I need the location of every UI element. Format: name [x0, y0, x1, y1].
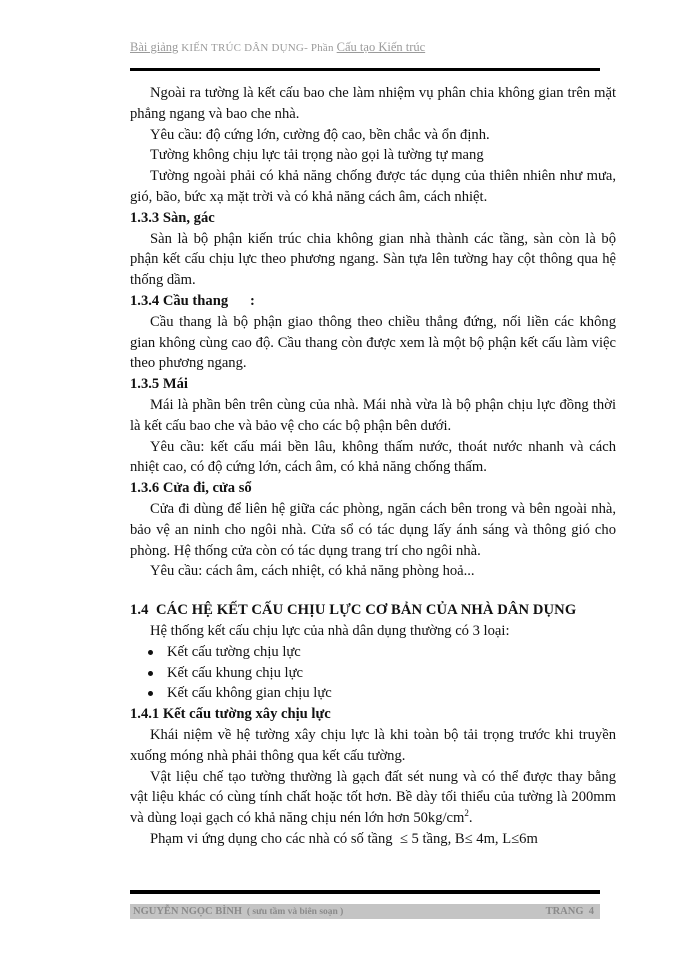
paragraph: Mái là phần bên trên cùng của nhà. Mái nhà vừa là bộ phận chịu lực đồng thời là kết cấu bao che và bảo vệ cho các bộ phận bên dưới.: [130, 396, 616, 434]
paragraph: Cửa đi dùng để liên hệ giữa các phòng, ngăn cách bên trong và bên ngoài nhà, bảo vệ an ninh cho ngôi nhà. Cửa sổ có tác dụng lấy ánh sáng và thông gió cho phòng. Hệ thống cửa còn có tác dụng trang trí cho ngôi nhà.: [130, 500, 616, 559]
page-footer: [130, 904, 600, 919]
paragraph: Tường không chịu lực tải trọng nào gọi là tường tự mang: [150, 147, 484, 164]
section-heading-1-3-6: 1.3.6 Cửa đi, cửa sổ: [130, 480, 252, 497]
paragraph: Vật liệu chế tạo tường thường là gạch đất sét nung và có thể được thay bằng vật liệu khác có cùng tính chất hoặc tốt hơn. Bề dày tối thiểu của tường là 200mm và dùng loại gạch có khả năng chịu nén lớn hơn $50kg/cm^2$.: [130, 768, 616, 827]
header-part-title: Cấu tạo Kiến trúc: [336, 40, 426, 54]
page-number: TRANG 4: [545, 906, 594, 917]
bullet-icon: [148, 691, 153, 696]
header-course-label: Bài giảng: [130, 40, 179, 54]
footer-author: NGUYỄN NGỌC BÌNH: [133, 906, 243, 917]
header-course-title: KIẾN TRÚC DÂN DỤNG- Phần: [178, 42, 337, 54]
bullet-icon: [148, 671, 153, 676]
list-item: Kết cấu không gian chịu lực: [148, 683, 616, 704]
paragraph: Ngoài ra tường là kết cấu bao che làm nhiệm vụ phân chia không gian trên mặt phẳng ngang và bao che nhà.: [130, 85, 616, 122]
superscript: 2: [464, 808, 469, 819]
footer-author-block: [133, 906, 343, 917]
paragraph: Yêu cầu: cách âm, cách nhiệt, có khả năng phòng hoả...: [150, 563, 475, 580]
section-heading-1-4: 1.4 CÁC HỆ KẾT CẤU CHỊU LỰC CƠ BẢN CỦA NHÀ DÂN DỤNG: [130, 602, 577, 619]
bullet-list: [130, 642, 616, 704]
page-body: [130, 83, 616, 850]
header-rule: [130, 68, 600, 71]
paragraph: Khái niệm về hệ tường xây chịu lực là khi toàn bộ tải trọng trước khi truyền xuống móng nhà phải thông qua kết cấu tường.: [130, 726, 616, 764]
bullet-icon: [148, 650, 153, 655]
paragraph: Hệ thống kết cấu chịu lực của nhà dân dụng thường có 3 loại:: [150, 622, 510, 639]
page-header: [130, 40, 600, 55]
section-heading-1-3-4: 1.3.4 Cầu thang :: [130, 292, 255, 309]
paragraph: Tường ngoài phải có khả năng chống được tác dụng của thiên nhiên như mưa, gió, bão, bức xạ mặt trời và có khả năng cách âm, cách nhiệt.: [130, 168, 616, 205]
section-heading-1-4-1: 1.4.1 Kết cấu tường xây chịu lực: [130, 706, 331, 723]
list-item: Kết cấu khung chịu lực: [148, 663, 616, 684]
section-heading-1-3-5: 1.3.5 Mái: [130, 376, 188, 393]
section-heading-1-3-3: 1.3.3 Sàn, gác: [130, 209, 215, 226]
paragraph: Cầu thang là bộ phận giao thông theo chiều thẳng đứng, nối liền các không gian không cùng cao độ. Cầu thang còn được xem là một bộ phận kết cấu làm việc theo phương ngang.: [130, 313, 616, 372]
paragraph: Yêu cầu: độ cứng lớn, cường độ cao, bền chắc và ổn định.: [150, 126, 490, 143]
paragraph: Sàn là bộ phận kiến trúc chia không gian nhà thành các tầng, sàn còn là bộ phận kết cấu chịu lực theo phương ngang. Sàn tựa lên tường hay cột thông qua hệ thống dầm.: [130, 230, 616, 289]
footer-note: ( sưu tầm và biên soạn ): [242, 907, 344, 917]
paragraph: Yêu cầu: kết cấu mái bền lâu, không thấm nước, thoát nước nhanh và cách nhiệt cao, có độ cứng lớn, cách âm, có khả năng chống thấm.: [130, 438, 616, 476]
list-item: Kết cấu tường chịu lực: [148, 642, 616, 663]
paragraph: Phạm vi ứng dụng cho các nhà có số tầng ≤ 5 tầng, B≤ 4m, L≤6m: [150, 830, 538, 847]
footer-rule: [130, 890, 600, 894]
